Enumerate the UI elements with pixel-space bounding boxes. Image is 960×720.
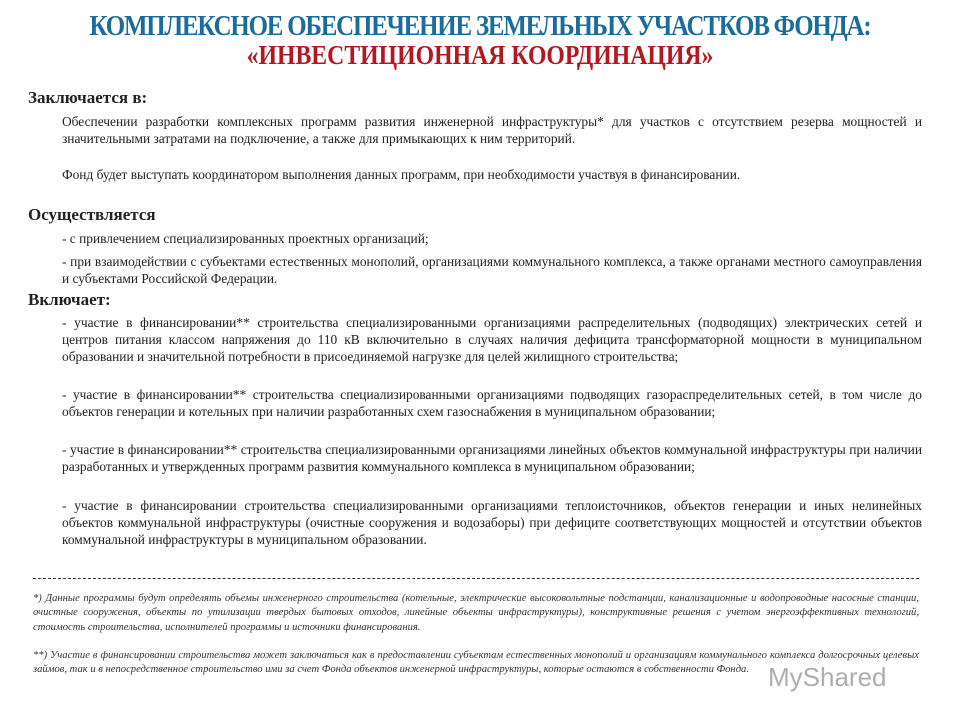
heading-includes: Включает: bbox=[28, 290, 111, 309]
watermark-logo: MyShared bbox=[768, 662, 887, 692]
title-line-1: КОМПЛЕКСНОЕ ОБЕСПЕЧЕНИЕ ЗЕМЕЛЬНЫХ УЧАСТКОВ ФОНДА: bbox=[89, 10, 871, 42]
title-line-2: «ИНВЕСТИЦИОННАЯ КООРДИНАЦИЯ» bbox=[246, 40, 714, 70]
list-item: - участие в финансировании** строительства специализированными организациями распределительных (подводящих) электрических сетей и центров питания классом напряжения до 110 кВ включительно в случаях наличия дефицита трансформаторной мощности в муниципальном образовании и значительной потребности в присоединяемой нагрузке для целей жилищного строительства; bbox=[62, 315, 922, 364]
footnote-divider bbox=[33, 578, 919, 579]
list-item: - при взаимодействии с субъектами естественных монополий, организациями коммунального комплекса, а также органами местного самоуправления и субъектами Российской Федерации. bbox=[62, 254, 922, 286]
list-item: - с привлечением специализированных проектных организаций; bbox=[62, 231, 429, 246]
heading-consists-of: Заключается в: bbox=[28, 88, 148, 107]
heading-implemented: Осуществляется bbox=[28, 205, 156, 224]
paragraph: Обеспечении разработки комплексных программ развития инженерной инфраструктуры* для участков с отсутствием резерва мощностей и значительными затратами на подключение, а также для примыкающих к ним территорий. bbox=[62, 114, 922, 146]
paragraph: Фонд будет выступать координатором выполнения данных программ, при необходимости участвуя в финансировании. bbox=[62, 167, 741, 182]
footnote-1: *) Данные программы будут определять объемы инженерного строительства (котельные, электрические высоковольтные подстанции, канализационные и водопроводные насосные станции, очистные сооружения, объекты по утилизации твердых бытовых отходов, линейные объекты инфраструктуры), конструктивные решения с учетом энергоэффективных технологий, стоимость строительства, исполнителей программы и источники финансирования. bbox=[33, 593, 919, 633]
footnote-2: **) Участие в финансировании строительства может заключаться как в предоставлении субъектам естественных монополий и организациям коммунального комплекса долгосрочных целевых займов, так и в непосредственное строительство ими за счет Фонда объектов инженерной инфраструктуры, которые остаются в собственности Фонда. bbox=[33, 650, 919, 676]
list-item: - участие в финансировании** строительства специализированными организациями линейных объектов коммунальной инфраструктуры при наличии разработанных и утвержденных программ развития коммунального комплекса в муниципальном образовании; bbox=[62, 442, 922, 474]
list-item: - участие в финансировании** строительства специализированными организациями подводящих газораспределительных сетей, в том числе до объектов генерации и котельных при наличии разработанных схем газоснабжения в муниципальном образовании; bbox=[62, 387, 922, 419]
list-item: - участие в финансировании строительства специализированными организациями теплоисточников, объектов генерации и иных нелинейных объектов коммунальной инфраструктуры (очистные сооружения и водозаборы) при дефиците соответствующих мощностей и отсутствии объектов коммунальной инфраструктуры в муниципальном образовании. bbox=[62, 498, 922, 547]
